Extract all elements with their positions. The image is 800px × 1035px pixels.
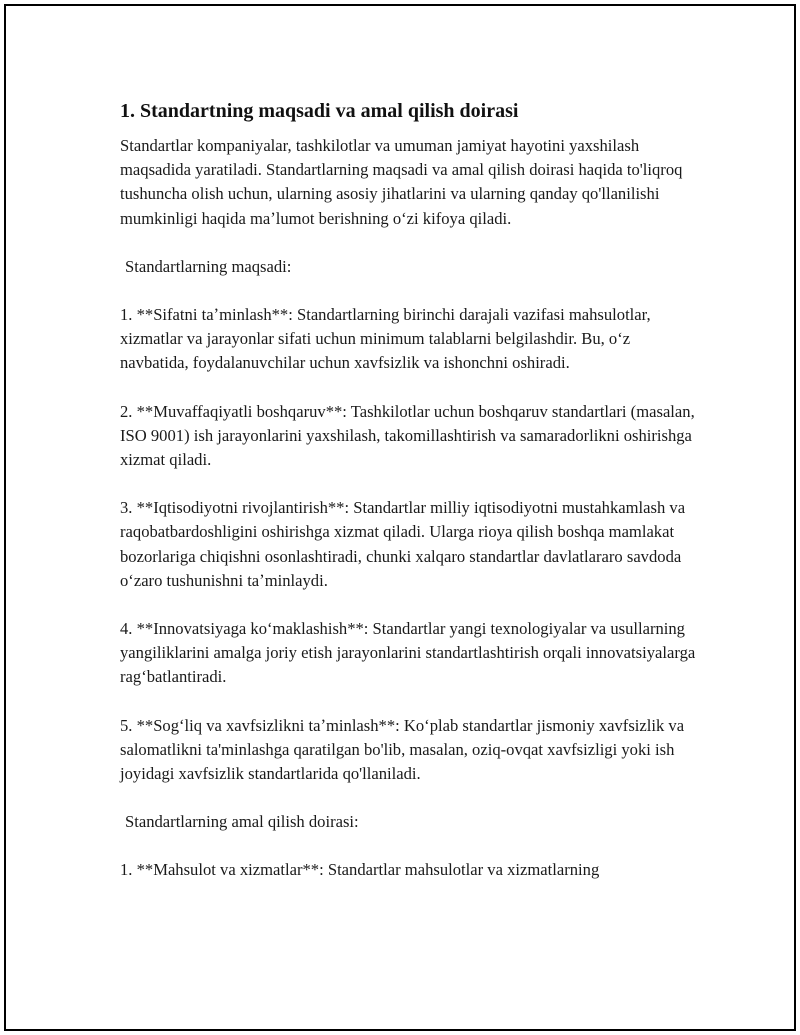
section-heading: 1. Standartning maqsadi va amal qilish doirasi [120, 100, 519, 122]
purpose-heading: Standartlarning maqsadi: [125, 256, 292, 276]
purpose-item-1: 1. **Sifatni taʼminlash**: Standartlarning birinchi darajali vazifasi mahsulotlar, xizmatlar va jarayonlar sifati uchun minimum talablarni belgilashdir. Bu, oʻz navbatida, foydalanuvchilar uchun xavfsizlik va ishonchni oshiradi. [120, 305, 651, 373]
purpose-item-3: 3. **Iqtisodiyotni rivojlantirish**: Standartlar milliy iqtisodiyotni mustahkamlash va raqobatbardoshligini oshirishga xizmat qiladi. Ularga rioya qilish boshqa mamlakat bozorlariga chiqishni osonlashtiradi, chunki xalqaro standartlar davlatlararo savdoda oʻzaro tushunishni taʼminlaydi. [120, 498, 686, 590]
scope-item-1: 1. **Mahsulot va xizmatlar**: Standartlar mahsulotlar va xizmatlarning [120, 860, 600, 880]
scope-heading: Standartlarning amal qilish doirasi: [125, 812, 359, 832]
document-page [4, 4, 796, 1031]
document-content [120, 98, 700, 907]
purpose-item-5: 5. **Sogʻliq va xavfsizlikni taʼminlash**: Koʻplab standartlar jismoniy xavfsizlik va salomatlikni ta'minlashga qaratilgan bo'lib, masalan, oziq-ovqat xavfsizligi yoki ish joyidagi xavfsizlik standartlarida qo'llaniladi. [120, 715, 685, 784]
purpose-item-2: 2. **Muvaffaqiyatli boshqaruv**: Tashkilotlar uchun boshqaruv standartlari (masalan, ISO 9001) ish jarayonlarini yaxshilash, takomillashtirish va samaradorlikni oshirishga xizmat qiladi. [120, 401, 695, 470]
purpose-item-4: 4. **Innovatsiyaga koʻmaklashish**: Standartlar yangi texnologiyalar va usullarning yangiliklarini amalga joriy etish jarayonlarini standartlashtirish orqali innovatsiyalarga ragʻbatlantiradi. [120, 619, 696, 687]
intro-paragraph: Standartlar kompaniyalar, tashkilotlar va umuman jamiyat hayotini yaxshilash maqsadida yaratiladi. Standartlarning maqsadi va amal qilish doirasi haqida to'liqroq tushuncha olish uchun, ularning asosiy jihatlarini va ularning qanday qo'llanilishi mumkinligi haqida maʼlumot berishning oʻzi kifoya qiladi. [120, 136, 683, 228]
